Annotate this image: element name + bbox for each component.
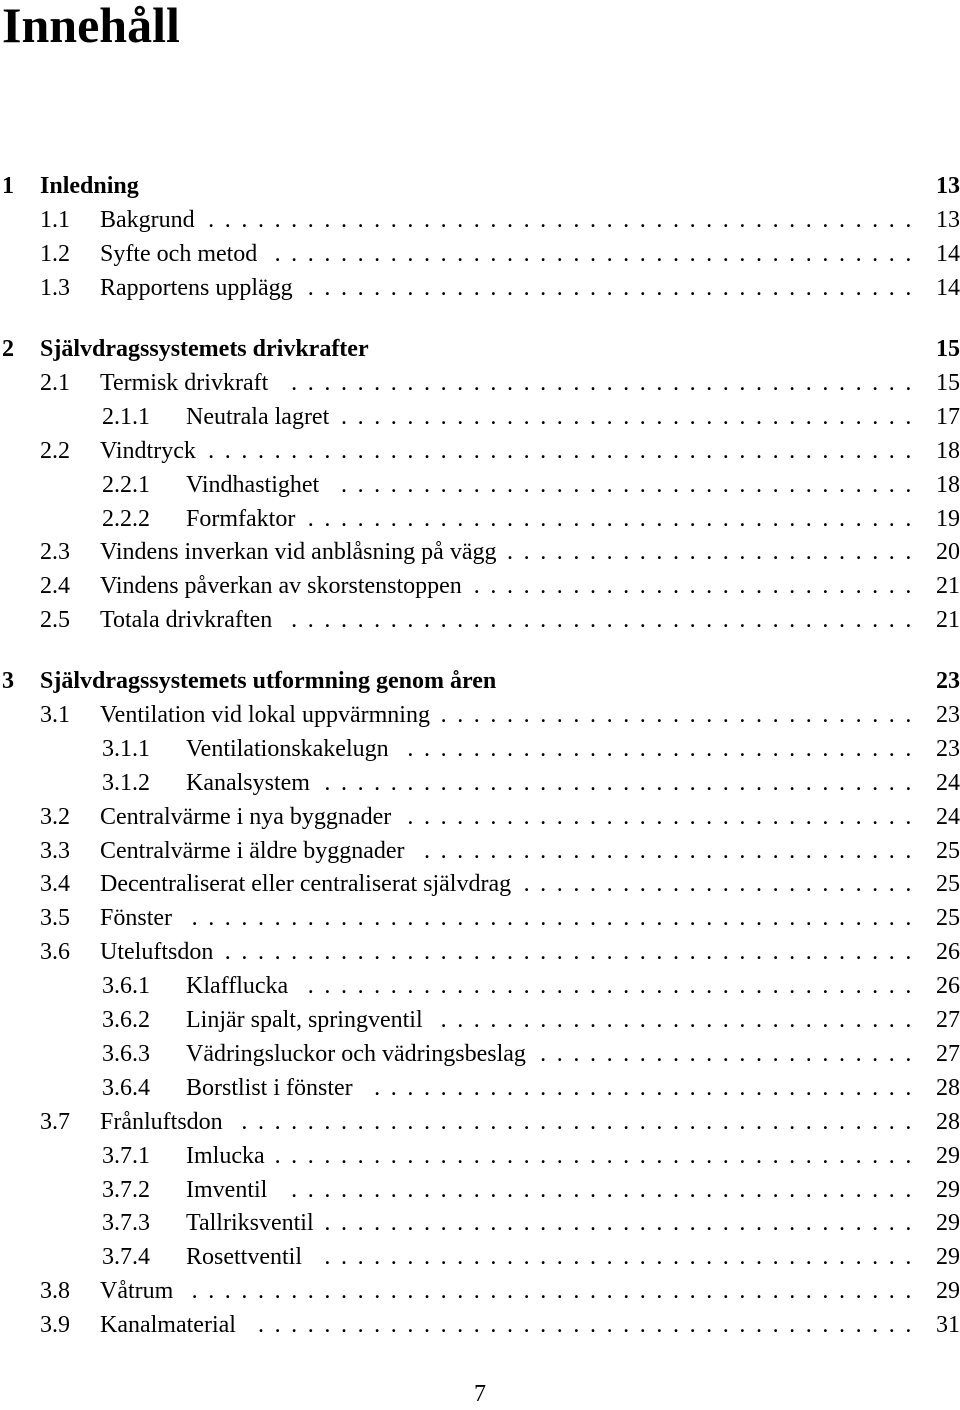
toc-number: 3.2 <box>40 803 70 830</box>
toc-entry[interactable] <box>0 801 960 833</box>
toc-entry[interactable] <box>0 204 960 236</box>
dot-leader: ............................... <box>407 803 922 830</box>
toc-number: 3 <box>2 668 14 694</box>
toc-entry[interactable] <box>0 970 960 1002</box>
dot-leader: .................................... <box>324 1210 922 1237</box>
toc-page-number: 23 <box>936 701 960 728</box>
toc-entry[interactable] <box>0 902 960 934</box>
dot-leader: ..................................... <box>307 973 922 1000</box>
toc-page-number: 23 <box>936 668 960 694</box>
toc-page-number: 27 <box>936 1040 960 1067</box>
toc-page-number: 25 <box>936 871 960 898</box>
toc-number: 2.3 <box>40 539 70 566</box>
toc-label: Bakgrund <box>100 206 195 233</box>
dot-leader: ....................... <box>540 1040 922 1067</box>
toc-number: 2.2 <box>40 437 70 464</box>
toc-page-number: 31 <box>936 1312 960 1339</box>
dot-leader: ......................................... <box>241 1108 922 1135</box>
toc-entry[interactable] <box>0 1038 960 1070</box>
toc-number: 3.9 <box>40 1312 70 1339</box>
dot-leader: ...................................... <box>291 607 922 634</box>
toc-number: 2.1.1 <box>102 403 150 430</box>
toc-entry[interactable] <box>0 1207 960 1239</box>
dot-leader: .................................... <box>324 1244 922 1271</box>
toc-label: Decentraliserat eller centraliserat självdrag <box>100 871 512 898</box>
toc-number: 2 <box>2 336 14 362</box>
toc-label: Formfaktor <box>186 505 296 532</box>
toc-page-number: 25 <box>936 837 960 864</box>
toc-page-number: 21 <box>936 607 960 634</box>
dot-leader: .................................... <box>324 769 922 796</box>
page-title: Innehåll <box>2 0 180 53</box>
toc-label: Termisk drivkraft <box>100 369 269 396</box>
dot-leader: ................................... <box>340 471 922 498</box>
toc-entry[interactable] <box>0 367 960 399</box>
toc-page-number: 27 <box>936 1007 960 1033</box>
toc-entry[interactable] <box>0 1072 960 1104</box>
page-number: 7 <box>474 1381 486 1407</box>
toc-page-number: 29 <box>936 1278 960 1305</box>
toc-entry[interactable] <box>0 868 960 900</box>
toc-page-number: 13 <box>936 173 960 199</box>
dot-leader: .............................. <box>423 837 922 864</box>
dot-leader: .......................................... <box>224 939 922 966</box>
toc-label: Imlucka <box>186 1142 265 1169</box>
toc-page-number: 17 <box>936 403 960 430</box>
dot-leader: ................................... <box>341 403 922 430</box>
toc-entry[interactable] <box>0 699 960 731</box>
toc-page-number: 19 <box>936 505 960 532</box>
toc-number: 2.2.2 <box>102 505 150 532</box>
toc-entry[interactable] <box>0 469 960 501</box>
toc-entry[interactable] <box>0 570 960 602</box>
toc-label: Syfte och metod <box>100 240 258 267</box>
toc-number: 1.2 <box>40 240 70 267</box>
toc-page-number: 29 <box>936 1176 960 1203</box>
toc-label: Vindens påverkan av skorstenstoppen <box>100 573 462 600</box>
toc-entry[interactable] <box>0 1140 960 1172</box>
toc-entry[interactable] <box>0 1241 960 1273</box>
toc-label: Linjär spalt, springventil <box>186 1007 423 1033</box>
toc-entry[interactable] <box>0 1004 960 1036</box>
toc-page-number: 18 <box>936 437 960 464</box>
toc-entry[interactable] <box>0 1106 960 1138</box>
toc-page-number: 24 <box>936 769 960 796</box>
dot-leader: ............................................ <box>191 905 922 932</box>
toc-chapter[interactable] <box>0 665 960 697</box>
dot-leader: ........................ <box>523 871 922 898</box>
dot-leader: ....................................... <box>274 1142 922 1169</box>
toc-page-number: 25 <box>936 905 960 932</box>
toc-page-number: 29 <box>936 1244 960 1271</box>
toc-label: Självdragssystemets utformning genom åren <box>40 668 497 694</box>
toc-chapter[interactable] <box>0 170 960 202</box>
toc-label: Vädringsluckor och vädringsbeslag <box>186 1040 526 1067</box>
toc-number: 3.7.4 <box>102 1244 150 1271</box>
toc-label: Ventilationskakelugn <box>186 735 389 762</box>
toc-entry[interactable] <box>0 767 960 799</box>
dot-leader: ........................... <box>473 573 922 600</box>
toc-number: 3.6.2 <box>102 1007 150 1033</box>
dot-leader: ...................................... <box>291 1176 922 1203</box>
dot-leader: ....................................... <box>274 240 922 267</box>
toc-page-number: 14 <box>936 240 960 267</box>
toc-page-number: 29 <box>936 1142 960 1169</box>
toc-number: 3.1.2 <box>102 769 150 796</box>
toc-page-number: 29 <box>936 1210 960 1237</box>
toc-label: Fönster <box>100 905 172 932</box>
toc-entry[interactable] <box>0 536 960 568</box>
toc-label: Kanalsystem <box>186 769 310 796</box>
dot-leader: ..................................... <box>307 505 922 532</box>
toc-label: Neutrala lagret <box>186 403 330 430</box>
toc-label: Vindhastighet <box>186 471 320 498</box>
toc-label: Kanalmaterial <box>100 1312 236 1339</box>
toc-label: Uteluftsdon <box>100 939 214 966</box>
toc-number: 2.4 <box>40 573 70 600</box>
toc-page-number: 15 <box>936 336 960 362</box>
dot-leader: ............................................ <box>191 1278 922 1305</box>
toc-label: Centralvärme i äldre byggnader <box>100 837 405 864</box>
toc-number: 3.1.1 <box>102 735 150 762</box>
dot-leader: ............................. <box>440 701 922 728</box>
toc-entry[interactable] <box>0 835 960 867</box>
toc-entry[interactable] <box>0 1309 960 1341</box>
toc-label: Vindens inverkan vid anblåsning på vägg <box>100 539 497 566</box>
toc-page-number: 24 <box>936 803 960 830</box>
toc-label: Klafflucka <box>186 973 289 1000</box>
toc-number: 1.1 <box>40 206 70 233</box>
toc-label: Inledning <box>40 173 139 199</box>
toc-label: Rapportens upplägg <box>100 274 293 301</box>
toc-number: 3.7 <box>40 1108 70 1135</box>
toc-number: 1 <box>2 173 14 199</box>
toc-label: Centralvärme i nya byggnader <box>100 803 392 830</box>
toc-label: Imventil <box>186 1176 268 1203</box>
toc-label: Vindtryck <box>100 437 196 464</box>
toc-number: 1.3 <box>40 274 70 301</box>
toc-number: 3.8 <box>40 1278 70 1305</box>
toc-chapter[interactable] <box>0 333 960 365</box>
toc-number: 3.6.3 <box>102 1040 150 1067</box>
toc-number: 2.5 <box>40 607 70 634</box>
dot-leader: ................................. <box>374 1074 922 1101</box>
toc-entry[interactable] <box>0 604 960 636</box>
toc-label: Självdragssystemets drivkrafter <box>40 336 369 362</box>
toc-number: 3.6.4 <box>102 1074 150 1101</box>
toc-page-number: 15 <box>936 369 960 396</box>
toc-entry[interactable] <box>0 1275 960 1307</box>
toc-number: 3.5 <box>40 905 70 932</box>
dot-leader: ........................................... <box>208 206 922 233</box>
toc-number: 3.6.1 <box>102 973 150 1000</box>
toc-page-number: 20 <box>936 539 960 566</box>
toc-number: 2.1 <box>40 369 70 396</box>
toc-label: Totala drivkraften <box>100 607 273 634</box>
toc-label: Borstlist i fönster <box>186 1074 353 1101</box>
toc-entry[interactable] <box>0 272 960 304</box>
toc-page-number: 23 <box>936 735 960 762</box>
toc-page-number: 26 <box>936 939 960 966</box>
toc-number: 3.6 <box>40 939 70 966</box>
toc-entry[interactable] <box>0 435 960 467</box>
toc-number: 3.4 <box>40 871 70 898</box>
toc-label: Våtrum <box>100 1278 174 1305</box>
toc-label: Ventilation vid lokal uppvärmning <box>100 701 430 728</box>
dot-leader: ............................. <box>440 1007 922 1033</box>
dot-leader: ..................................... <box>307 274 922 301</box>
toc-entry[interactable] <box>0 733 960 765</box>
toc-entry[interactable] <box>0 238 960 270</box>
toc-number: 3.1 <box>40 701 70 728</box>
toc-label: Frånluftsdon <box>100 1108 223 1135</box>
dot-leader: ........................................ <box>257 1312 922 1339</box>
toc-number: 3.7.1 <box>102 1142 150 1169</box>
toc-page-number: 14 <box>936 274 960 301</box>
dot-leader: ...................................... <box>291 369 922 396</box>
toc-page-number: 21 <box>936 573 960 600</box>
toc-page-number: 26 <box>936 973 960 1000</box>
toc-entry[interactable] <box>0 503 960 535</box>
toc-entry[interactable] <box>0 936 960 968</box>
toc-label: Tallriksventil <box>186 1210 314 1237</box>
toc-number: 2.2.1 <box>102 471 150 498</box>
toc-page-number: 28 <box>936 1074 960 1101</box>
dot-leader: ............................... <box>407 735 922 762</box>
toc-label: Rosettventil <box>186 1244 302 1271</box>
toc-page-number: 13 <box>936 206 960 233</box>
toc-page-number: 28 <box>936 1108 960 1135</box>
dot-leader: ......................... <box>507 539 922 566</box>
toc-number: 3.3 <box>40 837 70 864</box>
toc-entry[interactable] <box>0 1174 960 1206</box>
toc-page-number: 18 <box>936 471 960 498</box>
toc-entry[interactable] <box>0 401 960 433</box>
dot-leader: ........................................... <box>208 437 922 464</box>
toc-number: 3.7.3 <box>102 1210 150 1237</box>
toc-number: 3.7.2 <box>102 1176 150 1203</box>
